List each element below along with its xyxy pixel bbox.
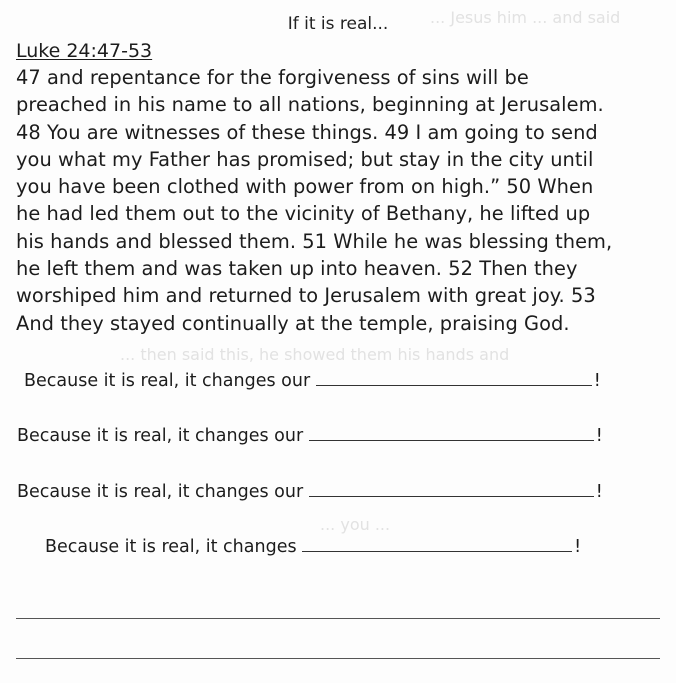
prompt-text: Because it is real, it changes our bbox=[17, 482, 304, 502]
passage-line: 47 and repentance for the forgiveness of sins will be bbox=[16, 66, 529, 89]
passage-line: his hands and blessed them. 51 While he was blessing them, bbox=[16, 229, 613, 253]
prompt-end: ! bbox=[595, 482, 603, 502]
prompt-end: ! bbox=[595, 426, 603, 446]
prompt-end: ! bbox=[593, 371, 601, 391]
prompt-text: Because it is real, it changes bbox=[45, 537, 297, 557]
writing-line[interactable] bbox=[16, 658, 660, 659]
passage-line: 48 You are witnesses of these things. 49 I am going to send bbox=[16, 120, 598, 144]
answer-blank[interactable] bbox=[302, 537, 572, 552]
fill-in-prompt bbox=[45, 537, 581, 557]
scripture-passage bbox=[16, 64, 666, 337]
passage-line: And they stayed continually at the temple, praising God. bbox=[16, 311, 570, 335]
writing-line[interactable] bbox=[16, 618, 660, 619]
fill-in-prompt bbox=[17, 482, 603, 502]
fill-in-prompt bbox=[17, 426, 603, 446]
passage-line: worshiped him and returned to Jerusalem with great joy. 53 bbox=[16, 284, 596, 308]
prompt-end: ! bbox=[574, 537, 582, 557]
worksheet-title: If it is real... bbox=[287, 14, 389, 34]
bleed-through-text: ... Jesus him ... and said bbox=[430, 8, 621, 27]
passage-line: you what my Father has promised; but stay in the city until bbox=[16, 147, 594, 171]
passage-line: he left them and was taken up into heaven. 52 Then they bbox=[16, 257, 578, 281]
fill-in-prompt bbox=[24, 371, 601, 391]
answer-blank[interactable] bbox=[309, 426, 594, 441]
passage-line: you have been clothed with power from on high.” 50 When bbox=[16, 175, 594, 199]
bleed-through-text: ... you ... bbox=[320, 515, 391, 534]
prompt-text: Because it is real, it changes our bbox=[24, 371, 311, 391]
bleed-through-text: ... then said this, he showed them his hands and bbox=[120, 345, 510, 364]
answer-blank[interactable] bbox=[309, 482, 594, 497]
passage-line: he had led them out to the vicinity of Bethany, he lifted up bbox=[16, 202, 591, 226]
answer-blank[interactable] bbox=[316, 371, 592, 386]
scripture-reference: Luke 24:47-53 bbox=[16, 40, 153, 62]
passage-line: preached in his name to all nations, beginning at Jerusalem. bbox=[16, 93, 604, 117]
prompt-text: Because it is real, it changes our bbox=[17, 426, 304, 446]
